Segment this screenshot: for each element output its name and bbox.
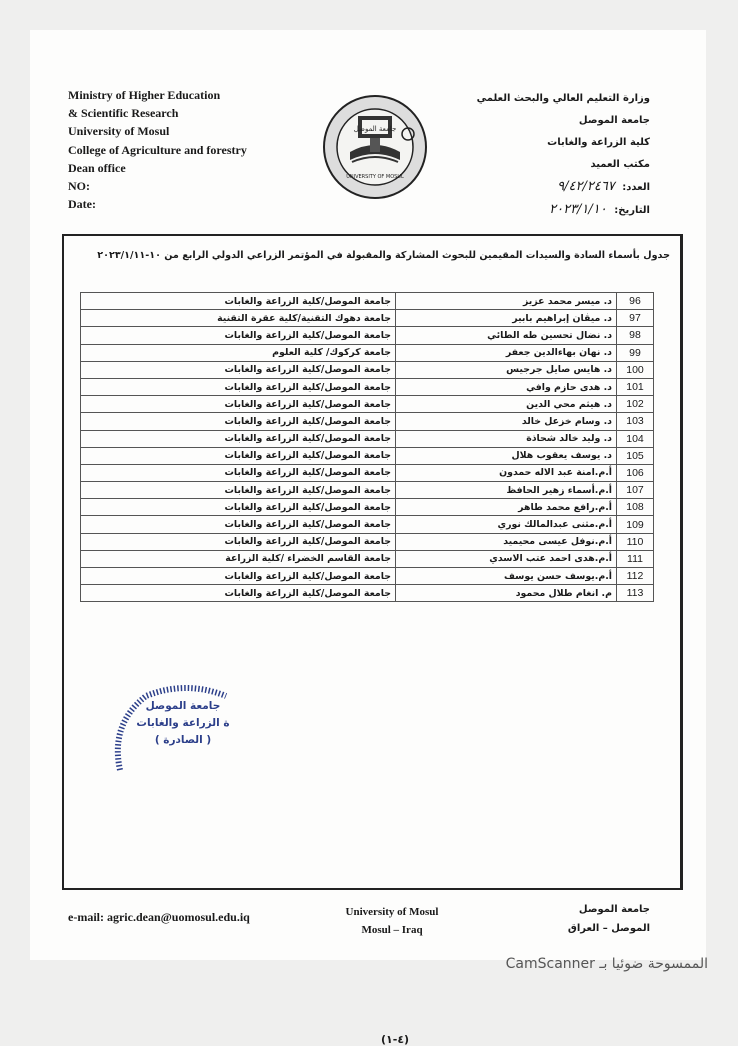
row-number: 108 — [617, 499, 654, 516]
row-number: 96 — [617, 293, 654, 310]
logo-ring-text: UNIVERSITY OF MOSUL — [346, 174, 404, 180]
table-row — [81, 413, 654, 430]
row-number: 106 — [617, 464, 654, 481]
row-institution: جامعة الموصل/كلية الزراعة والغابات — [81, 482, 396, 499]
table-row — [81, 464, 654, 481]
table-row — [81, 310, 654, 327]
row-name: أ.م.رافع محمد طاهر — [396, 499, 617, 516]
row-institution: جامعة الموصل/كلية الزراعة والغابات — [81, 533, 396, 550]
table-row — [81, 344, 654, 361]
row-name: د. نضال تحسين طه الطائي — [396, 327, 617, 344]
table-row — [81, 585, 654, 602]
footer-university: University of Mosul — [345, 906, 439, 918]
row-institution: جامعة الموصل/كلية الزراعة والغابات — [81, 361, 396, 378]
table-title: جدول بأسماء السادة والسيدات المقيمين للبحوث المشاركة والمقبولة في المؤتمر الزراعي الدولي الرابع من ١٠-٢٠٢٣/١/١١ — [97, 250, 670, 261]
ministry-line: Ministry of Higher Education — [68, 88, 221, 102]
row-institution: جامعة الموصل/كلية الزراعة والغابات — [81, 293, 396, 310]
row-number: 98 — [617, 327, 654, 344]
row-institution: جامعة الموصل/كلية الزراعة والغابات — [81, 378, 396, 395]
footer-city-ar: الموصل – العراق — [567, 923, 650, 934]
stamp-line-2: ة الزراعة والغابات — [136, 717, 230, 729]
college-line: College of Agriculture and forestry — [68, 142, 247, 157]
table-row — [81, 499, 654, 516]
row-number: 97 — [617, 310, 654, 327]
table-row — [81, 361, 654, 378]
row-institution: جامعة القاسم الخضراء /كلية الزراعة — [81, 550, 396, 567]
no-label: NO: — [68, 179, 90, 194]
header-english — [68, 86, 247, 213]
table-row — [81, 293, 654, 310]
date-value: ٢٠٢٣/١/١٠ — [549, 202, 607, 217]
row-name: د. وسام خزعل خالد — [396, 413, 617, 430]
table-row — [81, 516, 654, 533]
row-number: 99 — [617, 344, 654, 361]
row-name: أ.م.يوسف حسن يوسف — [396, 568, 617, 585]
row-institution: جامعة الموصل/كلية الزراعة والغابات — [81, 464, 396, 481]
row-name: د. هدى حازم وافي — [396, 378, 617, 395]
row-number: 113 — [617, 585, 654, 602]
table-row — [81, 533, 654, 550]
table-row — [81, 447, 654, 464]
stamp-text — [118, 698, 248, 749]
row-institution: جامعة الموصل/كلية الزراعة والغابات — [81, 430, 396, 447]
row-institution: جامعة كركوك/ كلية العلوم — [81, 344, 396, 361]
row-number: 100 — [617, 361, 654, 378]
table-row — [81, 550, 654, 567]
camscanner-watermark: الممسوحة ضوئيا بـ CamScanner — [505, 956, 708, 972]
university-logo — [322, 94, 428, 200]
table-row — [81, 378, 654, 395]
row-institution: جامعة الموصل/كلية الزراعة والغابات — [81, 327, 396, 344]
logo-top-text: جامعة الموصل — [353, 125, 397, 133]
footer-email: e-mail: agric.dean@uomosul.edu.iq — [68, 910, 250, 924]
college-line-ar: كلية الزراعة والغابات — [547, 137, 650, 148]
row-institution: جامعة الموصل/كلية الزراعة والغابات — [81, 568, 396, 585]
row-number: 101 — [617, 378, 654, 395]
date-row — [477, 199, 650, 222]
row-name: أ.م.أسماء زهير الحافظ — [396, 482, 617, 499]
row-number: 112 — [617, 568, 654, 585]
date-label-ar: التاريخ: — [614, 205, 650, 216]
research-line: & Scientific Research — [68, 106, 179, 121]
row-name: د. هايس صايل جرجيس — [396, 361, 617, 378]
page-number: (٤-١) — [381, 1033, 410, 1046]
row-institution: جامعة الموصل/كلية الزراعة والغابات — [81, 585, 396, 602]
row-number: 105 — [617, 447, 654, 464]
footer-city: Mosul – Iraq — [361, 924, 423, 936]
row-number: 111 — [617, 550, 654, 567]
row-name: د. هيثم محي الدين — [396, 396, 617, 413]
row-institution: جامعة الموصل/كلية الزراعة والغابات — [81, 516, 396, 533]
office-line: Dean office — [68, 160, 126, 175]
row-institution: جامعة الموصل/كلية الزراعة والغابات — [81, 499, 396, 516]
number-value: ٩/٤٢/٢٤٦٧ — [557, 179, 615, 194]
row-name: د. ميسر محمد عزيز — [396, 293, 617, 310]
date-label: Date: — [68, 197, 96, 212]
table-row — [81, 327, 654, 344]
row-name: د. وليد خالد شحاذة — [396, 430, 617, 447]
table-row — [81, 568, 654, 585]
participants-table — [80, 292, 654, 602]
university-line-ar: جامعة الموصل — [578, 115, 650, 126]
row-number: 107 — [617, 482, 654, 499]
ministry-line-ar: وزارة التعليم العالي والبحث العلمي — [476, 93, 650, 104]
table-row — [81, 482, 654, 499]
row-name: د. يوسف يعقوب هلال — [396, 447, 617, 464]
header-arabic — [477, 88, 650, 222]
row-name: أ.م.هدى احمد عتب الاسدي — [396, 550, 617, 567]
row-institution: جامعة الموصل/كلية الزراعة والغابات — [81, 447, 396, 464]
row-name: أ.م.امنة عبد الاله حمدون — [396, 464, 617, 481]
number-row — [477, 176, 650, 199]
row-number: 109 — [617, 516, 654, 533]
row-number: 104 — [617, 430, 654, 447]
row-number: 102 — [617, 396, 654, 413]
row-institution: جامعة دهوك التقنية/كلية عقرة التقنية — [81, 310, 396, 327]
footer-arabic — [568, 900, 650, 938]
row-name: د. نهان بهاءالدين جعفر — [396, 344, 617, 361]
row-name: أ.م.مثنى عبدالمالك نوري — [396, 516, 617, 533]
number-label-ar: العدد: — [622, 182, 650, 193]
row-number: 103 — [617, 413, 654, 430]
table-row — [81, 396, 654, 413]
row-institution: جامعة الموصل/كلية الزراعة والغابات — [81, 396, 396, 413]
row-number: 110 — [617, 533, 654, 550]
row-name: م. انغام طلال محمود — [396, 585, 617, 602]
row-name: د. ميڤان إبراهيم بابير — [396, 310, 617, 327]
office-line-ar: مكتب العميد — [590, 159, 650, 170]
stamp-line-1: جامعة الموصل — [145, 700, 221, 712]
stamp-line-3: ( الصادرة ) — [154, 734, 212, 746]
table-row — [81, 430, 654, 447]
footer-center — [332, 903, 452, 939]
footer-university-ar: جامعة الموصل — [578, 904, 650, 915]
row-institution: جامعة الموصل/كلية الزراعة والغابات — [81, 413, 396, 430]
university-line: University of Mosul — [68, 124, 170, 139]
row-name: أ.م.نوفل عيسى محيميد — [396, 533, 617, 550]
